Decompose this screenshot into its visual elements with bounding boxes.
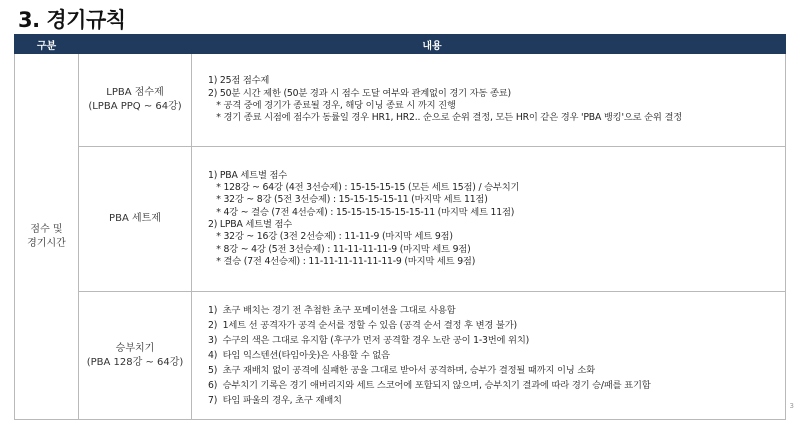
header-content: 내용 [79,35,786,54]
content-line: 2) LPBA 세트별 점수 [208,219,293,230]
table-row-lpba-score [15,54,786,147]
row-label-cell [79,54,192,147]
rules-table [14,34,786,420]
table-row-pba-set [15,147,786,292]
row-content-pba-set [192,147,786,292]
content-line: * 32강 ~ 8강 (5전 3선승제) : 15-15-15-15-11 (마지막 세트 11점) [208,194,488,206]
row-label-pba-set: PBA 세트제 [109,213,161,224]
row-label-tiebreak: 승부치기 (PBA 128강 ~ 64강) [86,342,184,368]
page-title: 3. 경기규칙 [18,8,126,32]
row-label-lpba-score: LPBA 점수제 (LPBA PPQ ~ 64강) [88,87,182,112]
content-line: 6) 승부치기 기록은 경기 애버리지와 세트 스코어에 포함되지 않으며, 승부치기 결과에 따라 경기 승/패를 표기함 [208,380,651,391]
content-line: * 결승 (7전 4선승제) : 11-11-11-11-11-11-9 (마지막 세트 9점) [208,255,476,267]
category-label: 점수 및 경기시간 [27,223,66,249]
content-line: 5) 초구 재배치 없이 공격에 실패한 공을 그대로 받아서 공격하며, 승부가 결정될 때까지 이닝 소화 [208,365,595,376]
row-content-tiebreak [192,292,786,420]
row-label-cell [79,292,192,420]
content-line: 3) 수구의 색은 그대로 유지함 (후구가 먼저 공격할 경우 노란 공이 1-3번에 위치) [208,335,530,346]
content-line: * 128강 ~ 64강 (4전 3선승제) : 15-15-15-15 (모든 세트 15점) / 승부치기 [208,182,520,194]
table-header-row [15,35,786,54]
content-line: 1) 25점 점수제 [208,75,270,87]
table-row-tiebreak [15,292,786,420]
corner-mark: 3 [789,402,794,410]
content-line: * 4강 ~ 결승 (7전 4선승제) : 15-15-15-15-15-15-11 (마지막 세트 11점) [208,206,515,218]
content-line: * 경기 종료 시점에 점수가 동률일 경우 HR1, HR2.. 순으로 순위 결정, 모든 HR이 같은 경우 'PBA 뱅킹'으로 순위 결정 [208,112,683,124]
row-content-lpba-score [192,54,786,147]
content-line: 2) 1세트 선 공격자가 공격 순서를 정할 수 있음 (공격 순서 결정 후 변경 불가) [208,320,517,331]
content-line: * 8강 ~ 4강 (5전 3선승제) : 11-11-11-11-9 (마지막 세트 9점) [208,243,471,255]
content-line: * 공격 중에 경기가 종료될 경우, 해당 이닝 종료 시 까지 진행 [208,100,456,111]
content-line: 7) 타임 파울의 경우, 초구 재배치 [208,395,342,406]
content-line: 2) 50분 시간 제한 (50분 경과 시 점수 도달 여부와 관계없이 경기 자동 종료) [208,87,511,99]
content-line: 4) 타임 익스텐션(타임아웃)은 사용할 수 없음 [208,350,390,361]
content-line: * 32강 ~ 16강 (3전 2선승제) : 11-11-9 (마지막 세트 9점) [208,231,453,243]
category-cell [15,54,79,420]
content-line: 1) PBA 세트별 점수 [208,169,288,181]
header-category: 구분 [15,35,79,54]
content-line: 1) 초구 배치는 경기 전 추첨한 초구 포메이션을 그대로 사용함 [208,305,456,316]
row-label-cell [79,147,192,292]
